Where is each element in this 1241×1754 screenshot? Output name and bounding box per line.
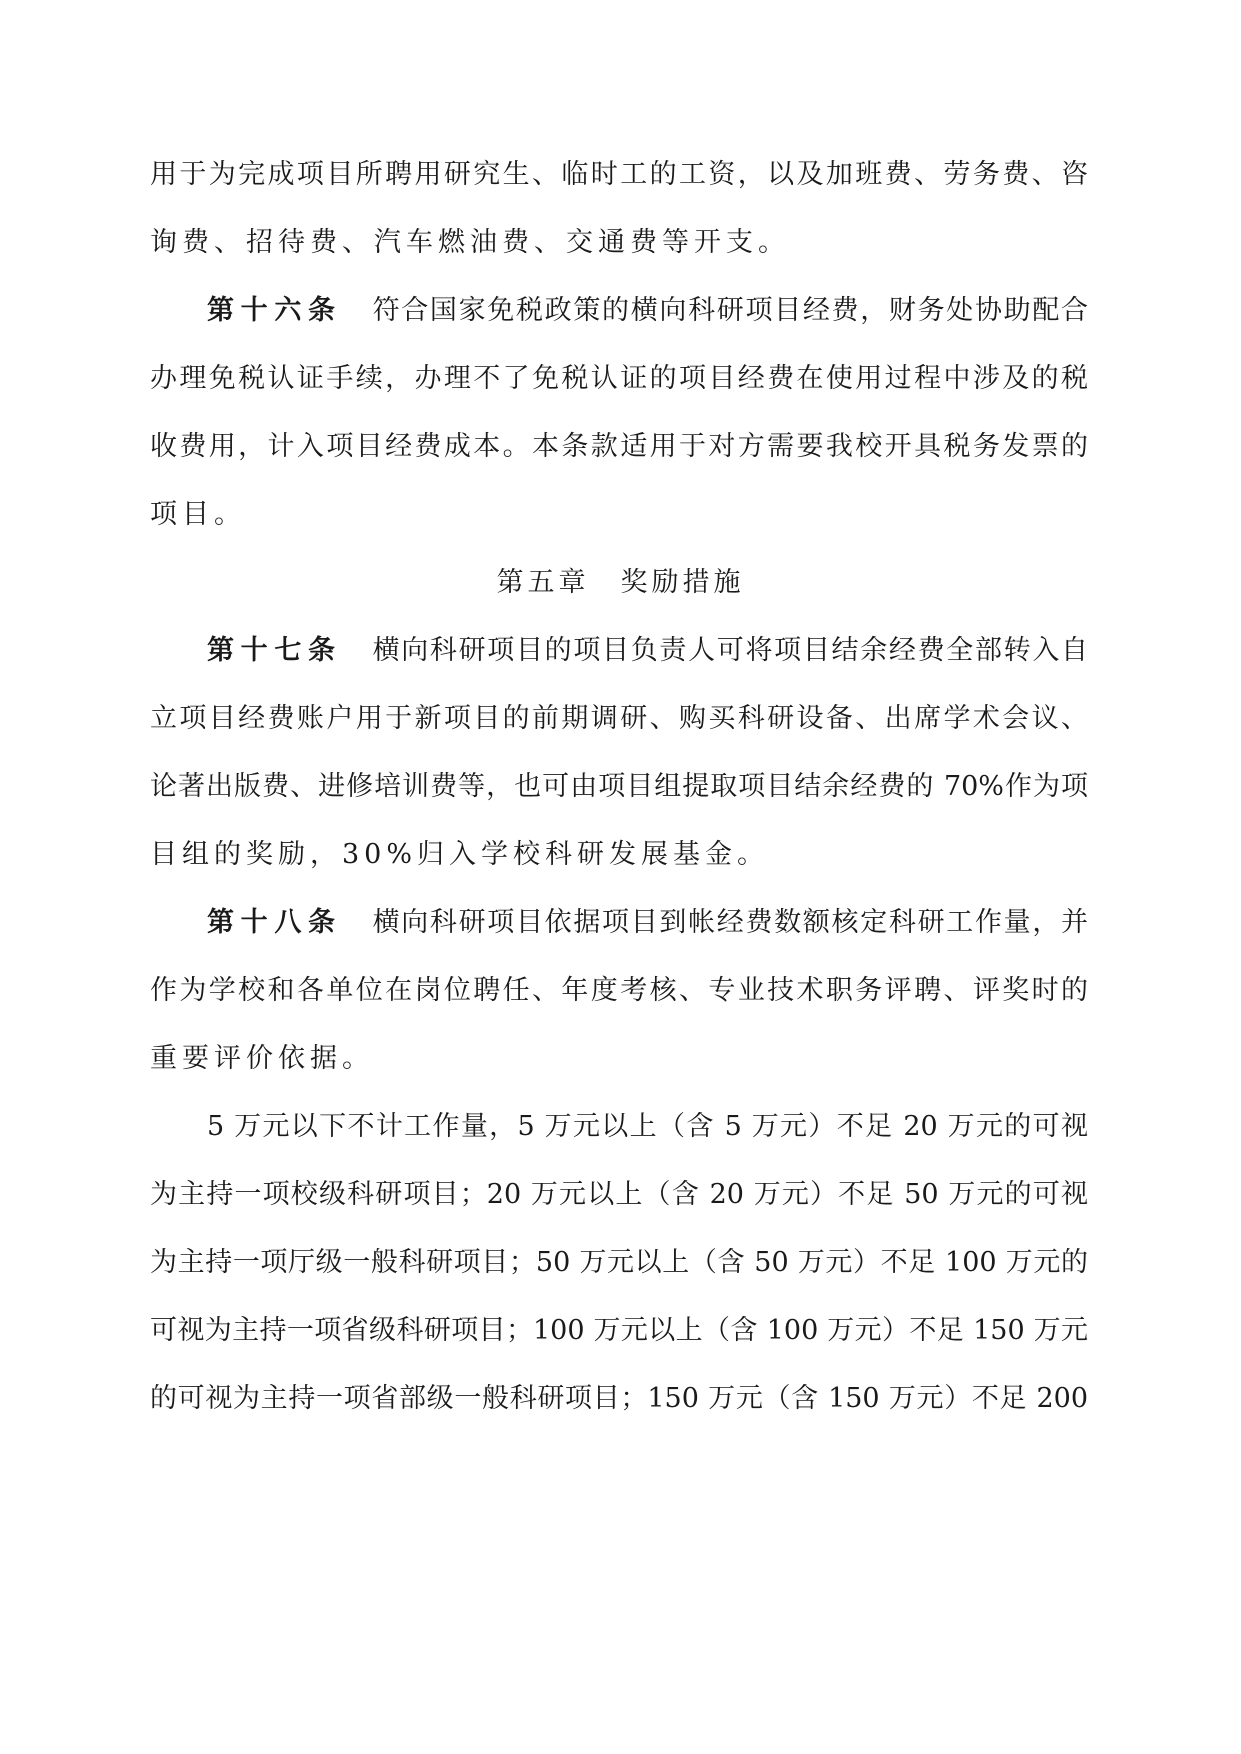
text-line: 办理免税认证手续，办理不了免税认证的项目经费在使用过程中涉及的税 — [150, 363, 1088, 394]
article-18-label: 第十八条 — [207, 907, 342, 938]
text-line: 立项目经费账户用于新项目的前期调研、购买科研设备、出席学术会议、 — [150, 703, 1088, 734]
article-18-text: 横向科研项目依据项目到帐经费数额核定科研工作量，并 — [372, 907, 1089, 938]
article-16-label: 第十六条 — [207, 295, 342, 326]
text-line: 为主持一项校级科研项目；20 万元以上（含 20 万元）不足 50 万元的可视 — [150, 1179, 1088, 1210]
article-18-line — [207, 903, 1088, 943]
article-17-label: 第十七条 — [207, 635, 342, 666]
text-line: 用于为完成项目所聘用研究生、临时工的工资，以及加班费、劳务费、咨 — [150, 159, 1088, 190]
article-17-line — [207, 631, 1088, 671]
text-line: 重要评价依据。 — [150, 1043, 374, 1074]
text-line: 询费、招待费、汽车燃油费、交通费等开支。 — [150, 227, 790, 258]
text-line: 5 万元以下不计工作量，5 万元以上（含 5 万元）不足 20 万元的可视 — [207, 1111, 1088, 1142]
article-16-text: 符合国家免税政策的横向科研项目经费，财务处协助配合 — [372, 295, 1089, 326]
text-line: 作为学校和各单位在岗位聘任、年度考核、专业技术职务评聘、评奖时的 — [150, 975, 1088, 1006]
chapter-heading: 第五章 奖励措施 — [496, 567, 745, 598]
article-16-line — [207, 291, 1088, 331]
text-line: 论著出版费、进修培训费等，也可由项目组提取项目结余经费的 70%作为项 — [150, 771, 1088, 802]
text-line: 的可视为主持一项省部级一般科研项目；150 万元（含 150 万元）不足 200 — [150, 1383, 1088, 1414]
text-line: 为主持一项厅级一般科研项目；50 万元以上（含 50 万元）不足 100 万元的 — [150, 1247, 1088, 1278]
text-line: 项目。 — [150, 499, 246, 530]
article-17-text: 横向科研项目的项目负责人可将项目结余经费全部转入自 — [372, 635, 1089, 666]
text-line: 目组的奖励，30%归入学校科研发展基金。 — [150, 839, 770, 870]
text-line: 可视为主持一项省级科研项目；100 万元以上（含 100 万元）不足 150 万元 — [150, 1315, 1088, 1346]
text-line: 收费用，计入项目经费成本。本条款适用于对方需要我校开具税务发票的 — [150, 431, 1088, 462]
